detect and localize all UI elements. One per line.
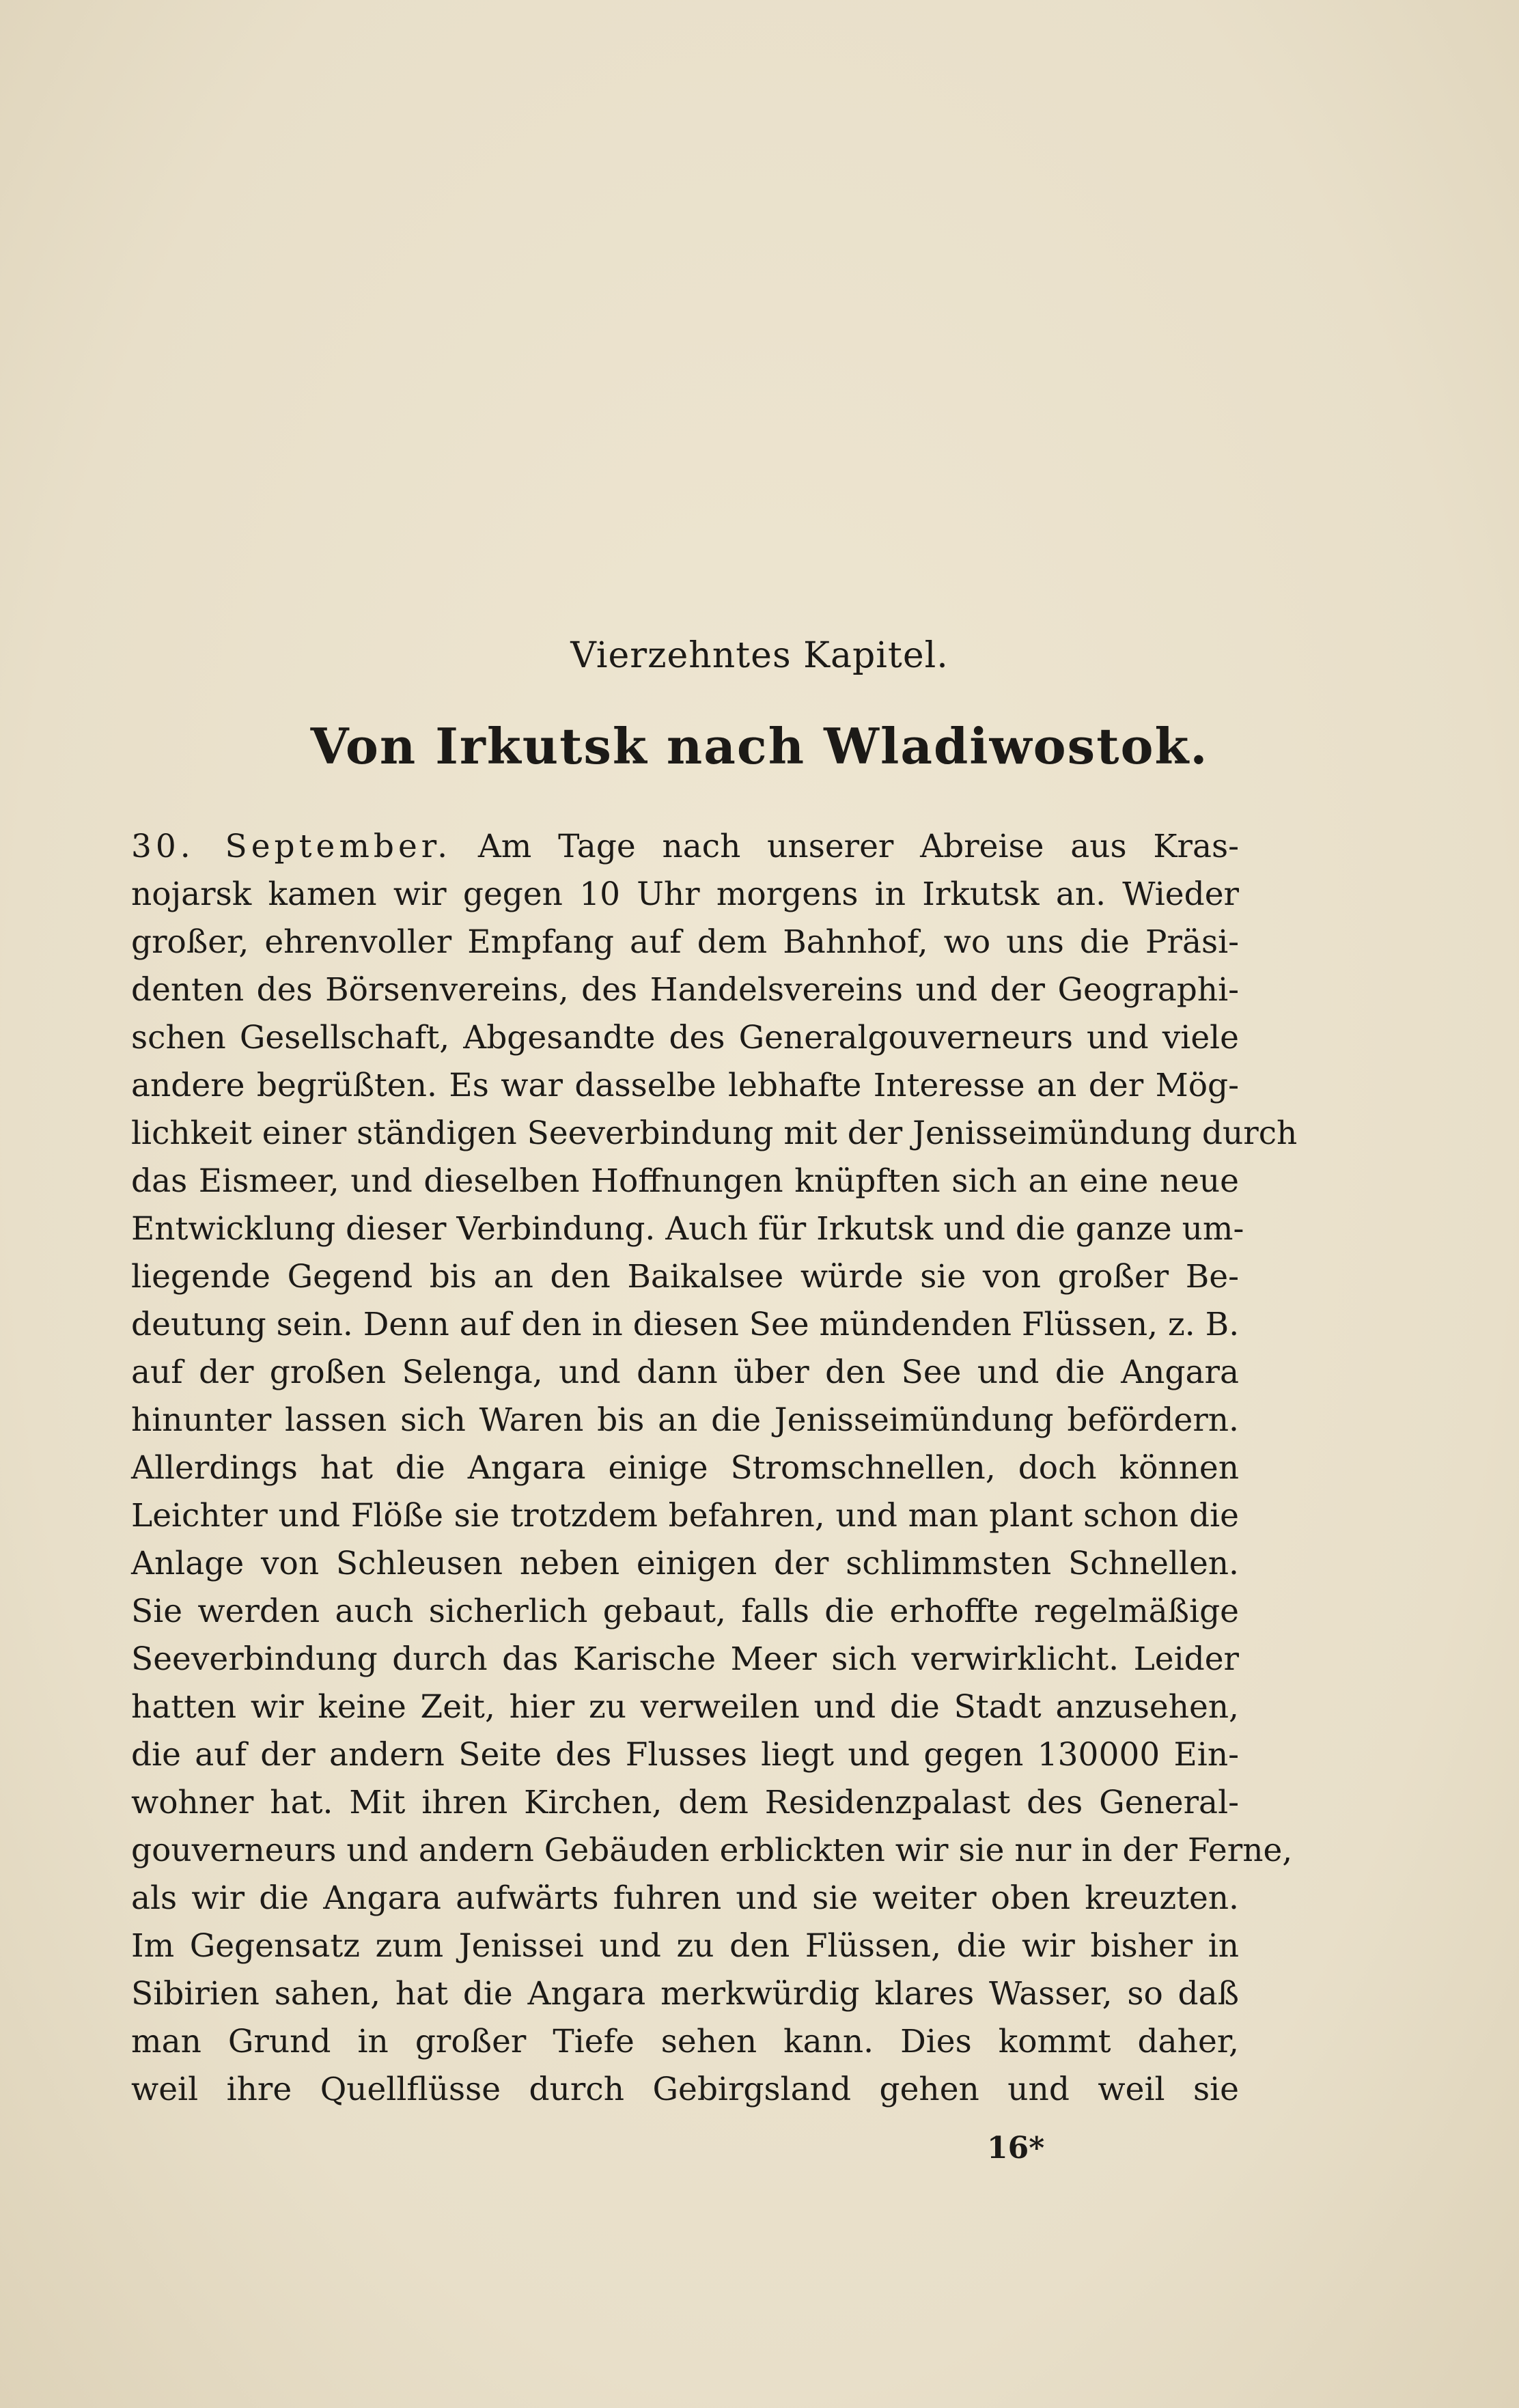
text-line: Seeverbindung durch das Karische Meer sich verwirklicht. Leider: [131, 1640, 1239, 1678]
text-line: Allerdings hat die Angara einige Stromschnellen, doch können: [131, 1449, 1239, 1487]
text-line: liegende Gegend bis an den Baikalsee würde sie von großer Be-: [131, 1258, 1239, 1296]
text-line: Sibirien sahen, hat die Angara merkwürdig klares Wasser, so daß: [131, 1975, 1239, 2013]
text-line: Entwicklung dieser Verbindung. Auch für Irkutsk und die ganze um-: [131, 1210, 1244, 1248]
chapter-label: Vierzehntes Kapitel.: [570, 635, 949, 676]
date-label: 30. September.: [131, 828, 452, 865]
text-line: hatten wir keine Zeit, hier zu verweilen und die Stadt anzusehen,: [131, 1688, 1239, 1726]
text-line: nojarsk kamen wir gegen 10 Uhr morgens in Irkutsk an. Wieder: [131, 876, 1239, 913]
text-line: wohner hat. Mit ihren Kirchen, dem Residenzpalast des General-: [131, 1784, 1239, 1821]
text-line: lichkeit einer ständigen Seeverbindung mit der Jenisseimündung durch: [131, 1115, 1298, 1152]
text-line: denten des Börsenvereins, des Handelsvereins und der Geographi-: [131, 971, 1239, 1009]
page-signature: 16*: [987, 2131, 1045, 2166]
text-line: schen Gesellschaft, Abgesandte des Generalgouverneurs und viele: [131, 1019, 1239, 1056]
text-line: großer, ehrenvoller Empfang auf dem Bahnhof, wo uns die Präsi-: [131, 923, 1239, 961]
text-line: gouverneurs und andern Gebäuden erblickten wir sie nur in der Ferne,: [131, 1832, 1293, 1869]
text-line: Leichter und Flöße sie trotzdem befahren, und man plant schon die: [131, 1497, 1239, 1535]
text-line: man Grund in großer Tiefe sehen kann. Dies kommt daher,: [131, 2023, 1239, 2060]
text-line: 30. September. Am Tage nach unserer Abreise aus Kras-: [131, 828, 1239, 865]
text-line: hinunter lassen sich Waren bis an die Jenisseimündung befördern.: [131, 1401, 1239, 1439]
text-line: andere begrüßten. Es war dasselbe lebhafte Interesse an der Mög-: [131, 1067, 1239, 1104]
text-line: auf der großen Selenga, und dann über den See und die Angara: [131, 1354, 1239, 1391]
text-line: deutung sein. Denn auf den in diesen See mündenden Flüssen, z. B.: [131, 1306, 1240, 1343]
text-line: Im Gegensatz zum Jenissei und zu den Flüssen, die wir bisher in: [131, 1927, 1239, 1965]
text-line: Anlage von Schleusen neben einigen der schlimmsten Schnellen.: [131, 1545, 1239, 1582]
body-paragraph: [131, 823, 1298, 2114]
chapter-title: Von Irkutsk nach Wladiwostok.: [310, 717, 1209, 775]
text-line: weil ihre Quellflüsse durch Gebirgsland gehen und weil sie: [131, 2071, 1239, 2108]
text-line: das Eismeer, und dieselben Hoffnungen knüpften sich an eine neue: [131, 1162, 1239, 1200]
text-line: die auf der andern Seite des Flusses liegt und gegen 130000 Ein-: [131, 1736, 1239, 1774]
text-line: Sie werden auch sicherlich gebaut, falls die erhoffte regelmäßige: [131, 1593, 1239, 1630]
text-line: als wir die Angara aufwärts fuhren und sie weiter oben kreuzten.: [131, 1879, 1239, 1917]
